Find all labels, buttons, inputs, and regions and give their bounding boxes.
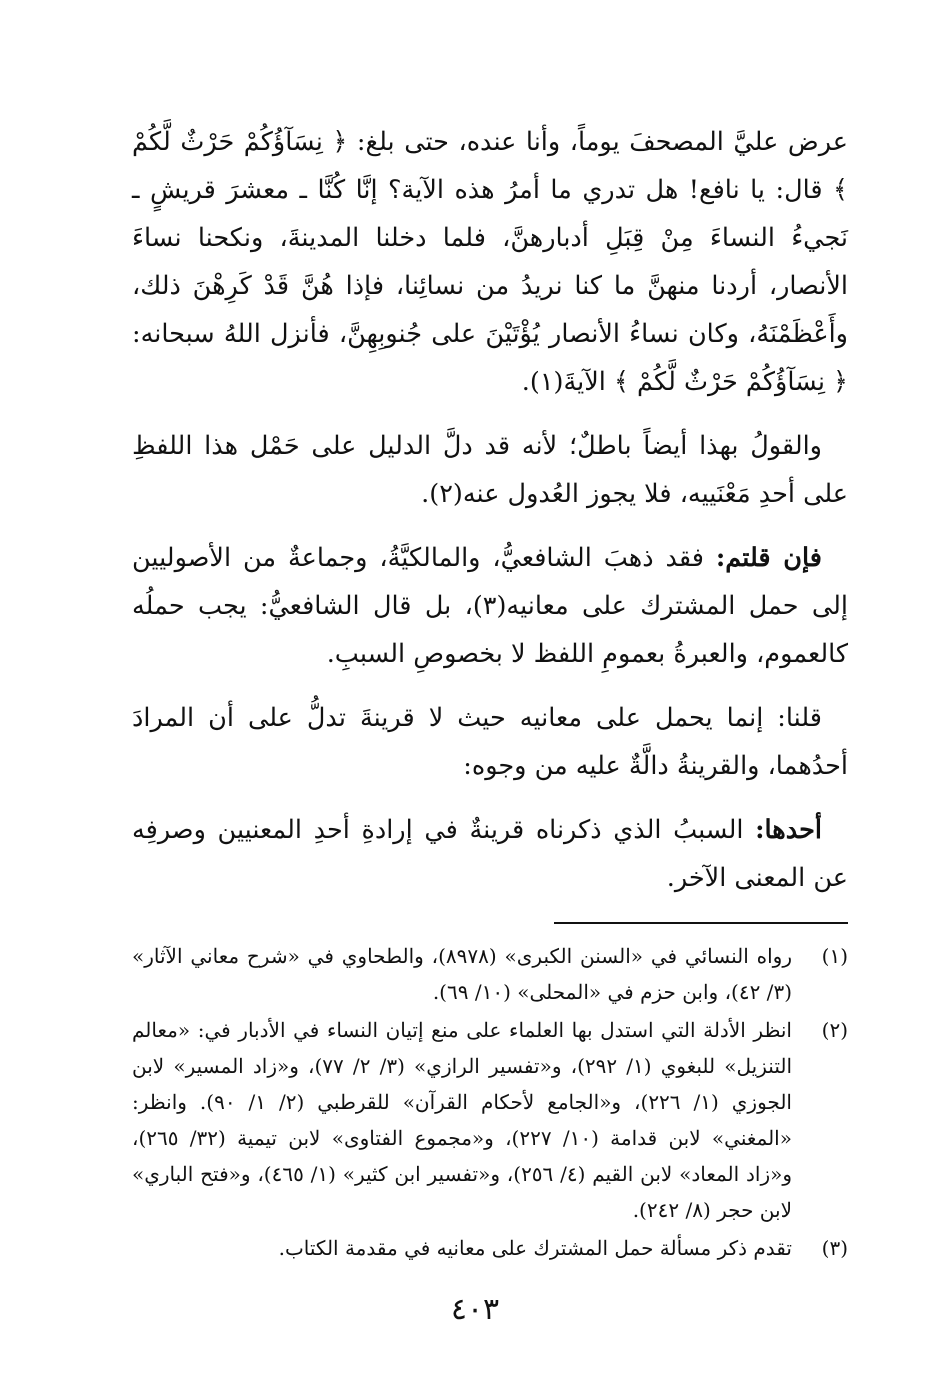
footnote-3 — [132, 1230, 848, 1266]
footnote-number: (٣) — [821, 1236, 848, 1260]
paragraph-hadith: عرض عليَّ المصحفَ يوماً، وأنا عنده، حتى بلغ: ﴿ نِسَآؤُكُمْ حَرْثٌ لَّكُمْ ﴾ قال: يا نافع! هل تدري ما أمرُ هذه الآية؟ إنَّا كُنَّا ـ معشرَ قريشٍ ـ نَجيءُ النساءَ مِنْ قِبَلِ أدبارهنَّ، فلما دخلنا المدينةَ، ونكحنا نساءَ الأنصار، أردنا منهنَّ ما كنا نريدُ من نسائِنا، فإذا هُنَّ قَدْ كَرِهْنَ ذلك، وأَعْظَمْنَهُ، وكان نساءُ الأنصار يُؤْتَيْنَ على جُنوبِهِنَّ، فأنزل اللهُ سبحانه: ﴿ نِسَآؤُكُمْ حَرْثٌ لَّكُمْ ﴾ الآيةَ(١). — [132, 127, 848, 397]
first-reason-text: السببُ الذي ذكرناه قرينةٌ في إرادةِ أحدِ المعنيين وصرفِه عن المعنى الآخر. — [132, 815, 848, 893]
paragraph-first-reason — [132, 806, 848, 902]
footnote-text: رواه النسائي في «السنن الكبرى» (٨٩٧٨)، والطحاوي في «شرح معاني الآثار» (٣/ ٤٢)، وابن حزم في «المحلى» (١٠/ ٦٩). — [132, 944, 792, 1004]
paragraph-objection — [132, 534, 848, 678]
footnote-2 — [132, 1012, 848, 1228]
footnote-number: (١) — [821, 944, 848, 968]
footnote-text: تقدم ذكر مسألة حمل المشترك على معانيه في مقدمة الكتاب. — [278, 1236, 792, 1260]
footnote-1 — [132, 938, 848, 1010]
book-page — [132, 118, 848, 1358]
paragraph-answer: قلنا: إنما يحمل على معانيه حيث لا قرينةَ تدلُّ على أن المرادَ أحدُهما، والقرينةُ دالَّةٌ عليه من وجوه: — [132, 703, 848, 781]
footnote-number: (٢) — [821, 1018, 848, 1042]
main-text — [132, 118, 848, 902]
page-number: ٤٠٣ — [450, 1292, 500, 1327]
paragraph-refutation: والقولُ بهذا أيضاً باطلٌ؛ لأنه قد دلَّ الدليل على حَمْل هذا اللفظِ على أحدِ مَعْنَييه، فلا يجوز العُدول عنه(٢). — [132, 431, 848, 509]
first-reason-lead: أحدها: — [755, 815, 822, 845]
objection-text: فقد ذهبَ الشافعيُّ، والمالكيَّةُ، وجماعةٌ من الأصوليين إلى حمل المشترك على معانيه(٣)، بل قال الشافعيُّ: يجب حملُه كالعموم، والعبرةُ بعمومِ اللفظ لا بخصوصِ السببِ. — [132, 543, 849, 669]
footnotes — [132, 938, 848, 1266]
footnote-divider — [554, 922, 848, 924]
objection-lead: فإن قلتم: — [715, 543, 822, 573]
footnote-text: انظر الأدلة التي استدل بها العلماء على منع إتيان النساء في الأدبار في: «معالم التنزيل» للبغوي (١/ ٢٩٢)، و«تفسير الرازي» (٣/ ٢/ ٧٧)، و«زاد المسير» لابن الجوزي (١/ ٢٢٦)، و«الجامع لأحكام القرآن» للقرطبي (٢/ ١/ ٩٠). وانظر: «المغني» لابن قدامة (١٠/ ٢٢٧)، و«مجموع الفتاوى» لابن تيمية (٣٢/ ٢٦٥)، و«زاد المعاد» لابن القيم (٤/ ٢٥٦)، و«تفسير ابن كثير» (١/ ٤٦٥)، و«فتح الباري» لابن حجر (٨/ ٢٤٢). — [132, 1018, 792, 1222]
